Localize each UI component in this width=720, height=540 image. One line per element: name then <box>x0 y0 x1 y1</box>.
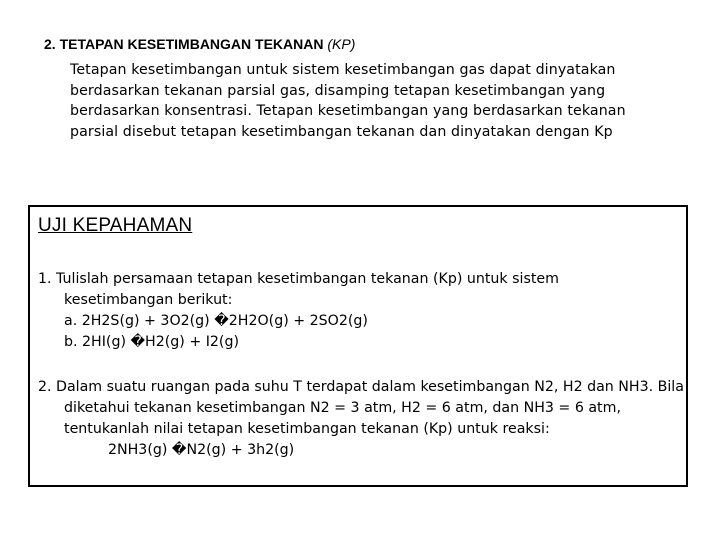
question-1-equation-b: b. 2HI(g) �H2(g) + I2(g) <box>64 334 240 350</box>
section-heading <box>44 36 355 52</box>
question-1-line-2: kesetimbangan berikut: <box>64 292 233 308</box>
question-2-reaction: 2NH3(g) �N2(g) + 3h2(g) <box>108 442 295 458</box>
intro-line: parsial disebut tetapan kesetimbangan tekanan dan dinyatakan dengan Kp <box>70 123 613 140</box>
intro-line: Tetapan kesetimbangan untuk sistem kesetimbangan gas dapat dinyatakan <box>70 62 616 78</box>
exercise-title: UJI KEPAHAMAN <box>38 215 193 236</box>
question-2-line-1: 2. Dalam suatu ruangan pada suhu T terdapat dalam kesetimbangan N2, H2 dan NH3. Bila <box>38 379 684 395</box>
question-1-equation-a: a. 2H2S(g) + 3O2(g) �2H2O(g) + 2SO2(g) <box>64 313 368 329</box>
heading-text: 2. TETAPAN KESETIMBANGAN TEKANAN <box>44 36 324 52</box>
intro-line: berdasarkan tekanan parsial gas, disamping tetapan kesetimbangan yang <box>70 82 606 99</box>
question-2-line-3: tentukanlah nilai tetapan kesetimbangan tekanan (Kp) untuk reaksi: <box>64 421 550 437</box>
heading-kp: (KP) <box>327 36 356 52</box>
question-2-line-2: diketahui tekanan kesetimbangan N2 = 3 atm, H2 = 6 atm, dan NH3 = 6 atm, <box>64 400 621 416</box>
intro-line: berdasarkan konsentrasi. Tetapan kesetimbangan yang berdasarkan tekanan <box>70 103 626 119</box>
question-2 <box>38 377 684 461</box>
question-1-line-1: 1. Tulislah persamaan tetapan kesetimbangan tekanan (Kp) untuk sistem <box>38 271 559 287</box>
question-1 <box>38 269 559 353</box>
exercise-box <box>28 205 688 487</box>
intro-paragraph <box>70 60 670 142</box>
